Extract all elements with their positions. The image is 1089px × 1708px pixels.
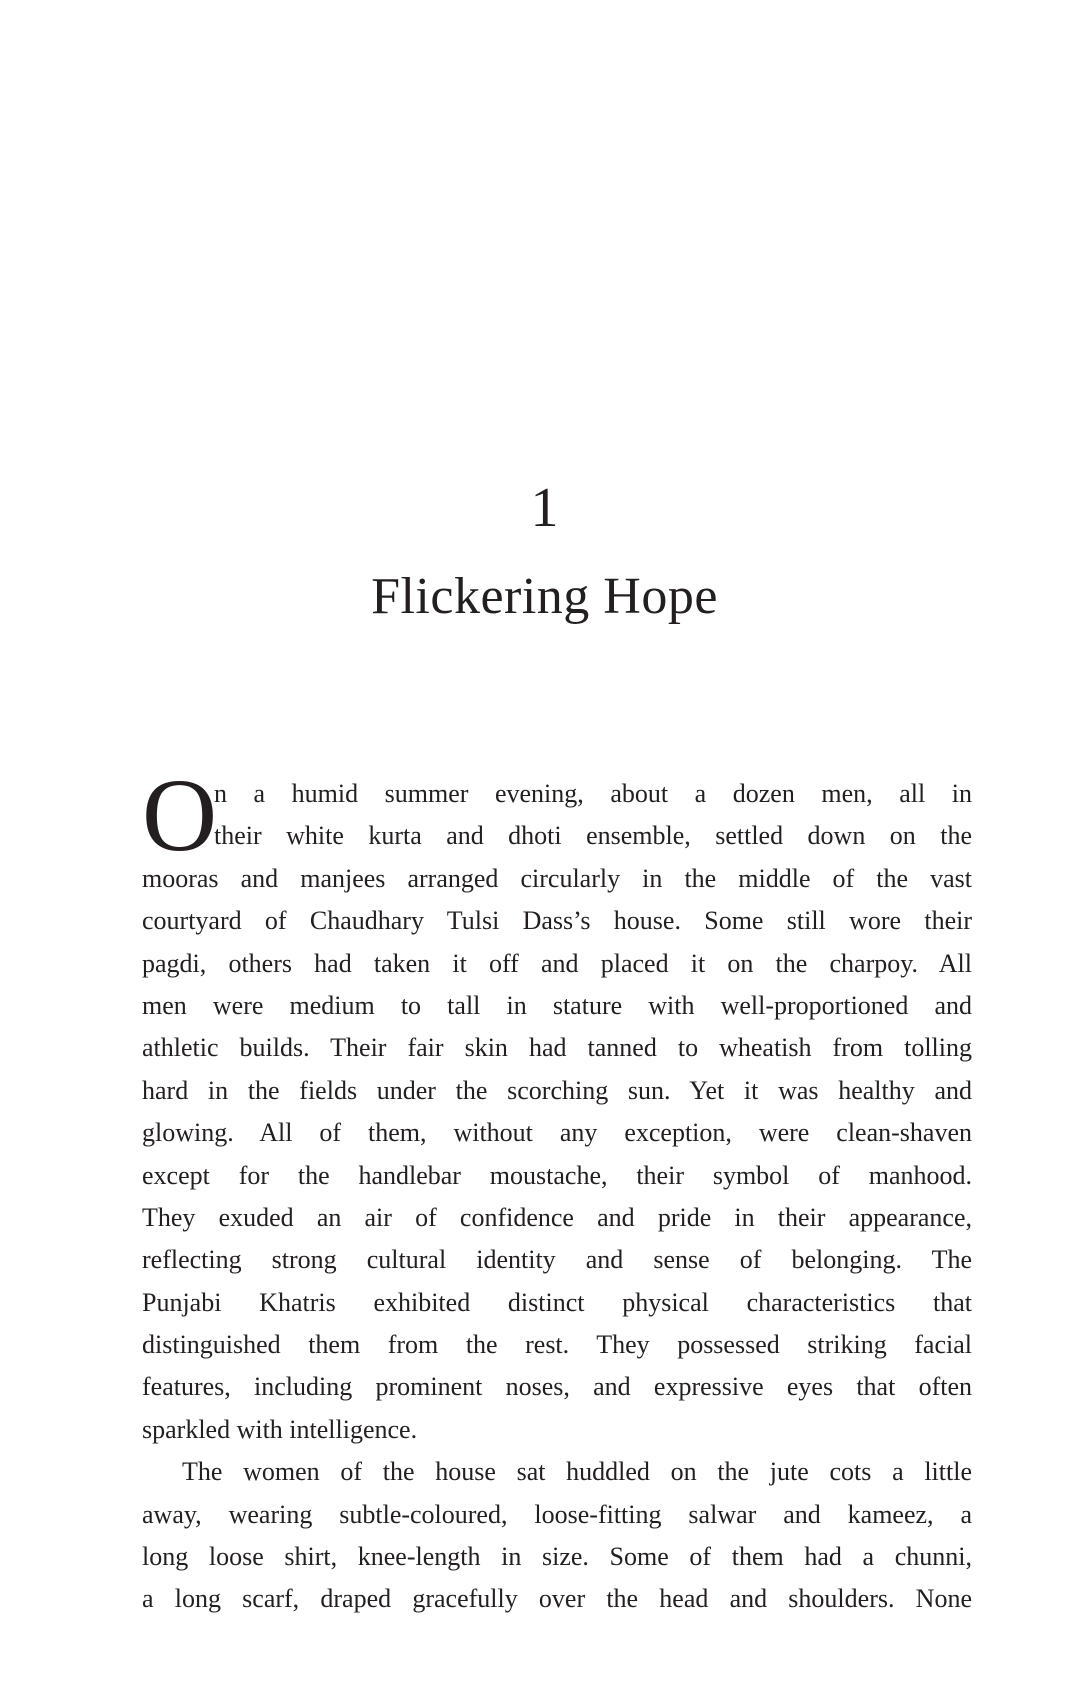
text-line: The women of the house sat huddled on the jute cots a little [182,1457,972,1487]
text-line: hard in the fields under the scorching sun. Yet it was healthy and [142,1075,972,1105]
text-line: mooras and manjees arranged circularly in the middle of the vast [142,863,972,893]
chapter-body [142,758,972,1621]
text-line: except for the handlebar moustache, their symbol of manhood. [142,1160,972,1190]
text-line: glowing. All of them, without any exception, were clean-shaven [142,1118,972,1148]
chapter-title: Flickering Hope [371,568,718,625]
text-line: a long scarf, draped gracefully over the head and shoulders. None [142,1584,972,1614]
chapter-number: 1 [530,477,559,539]
text-line: their white kurta and dhoti ensemble, settled down on the [214,821,972,851]
text-line: They exuded an air of confidence and pride in their appearance, [142,1202,972,1232]
text-line: men were medium to tall in stature with well-proportioned and [142,990,972,1020]
paragraph-1 [142,758,972,1451]
text-line: Punjabi Khatris exhibited distinct physical characteristics that [142,1287,972,1317]
text-line: athletic builds. Their fair skin had tanned to wheatish from tolling [142,1033,972,1063]
text-line: features, including prominent noses, and expressive eyes that often [142,1372,972,1402]
text-line: reflecting strong cultural identity and sense of belonging. The [142,1245,972,1275]
paragraph-2 [142,1451,972,1621]
text-line: pagdi, others had taken it off and placed it on the charpoy. All [142,948,972,978]
text-line: long loose shirt, knee-length in size. Some of them had a chunni, [142,1542,972,1572]
text-line: sparkled with intelligence. [142,1414,418,1444]
text-line: courtyard of Chaudhary Tulsi Dass’s house. Some still wore their [142,906,972,936]
text-line: away, wearing subtle-coloured, loose-fitting salwar and kameez, a [142,1499,972,1529]
drop-cap: O [142,758,218,873]
text-line: distinguished them from the rest. They possessed striking facial [142,1330,972,1360]
text-line: n a humid summer evening, about a dozen men, all in [214,779,972,808]
